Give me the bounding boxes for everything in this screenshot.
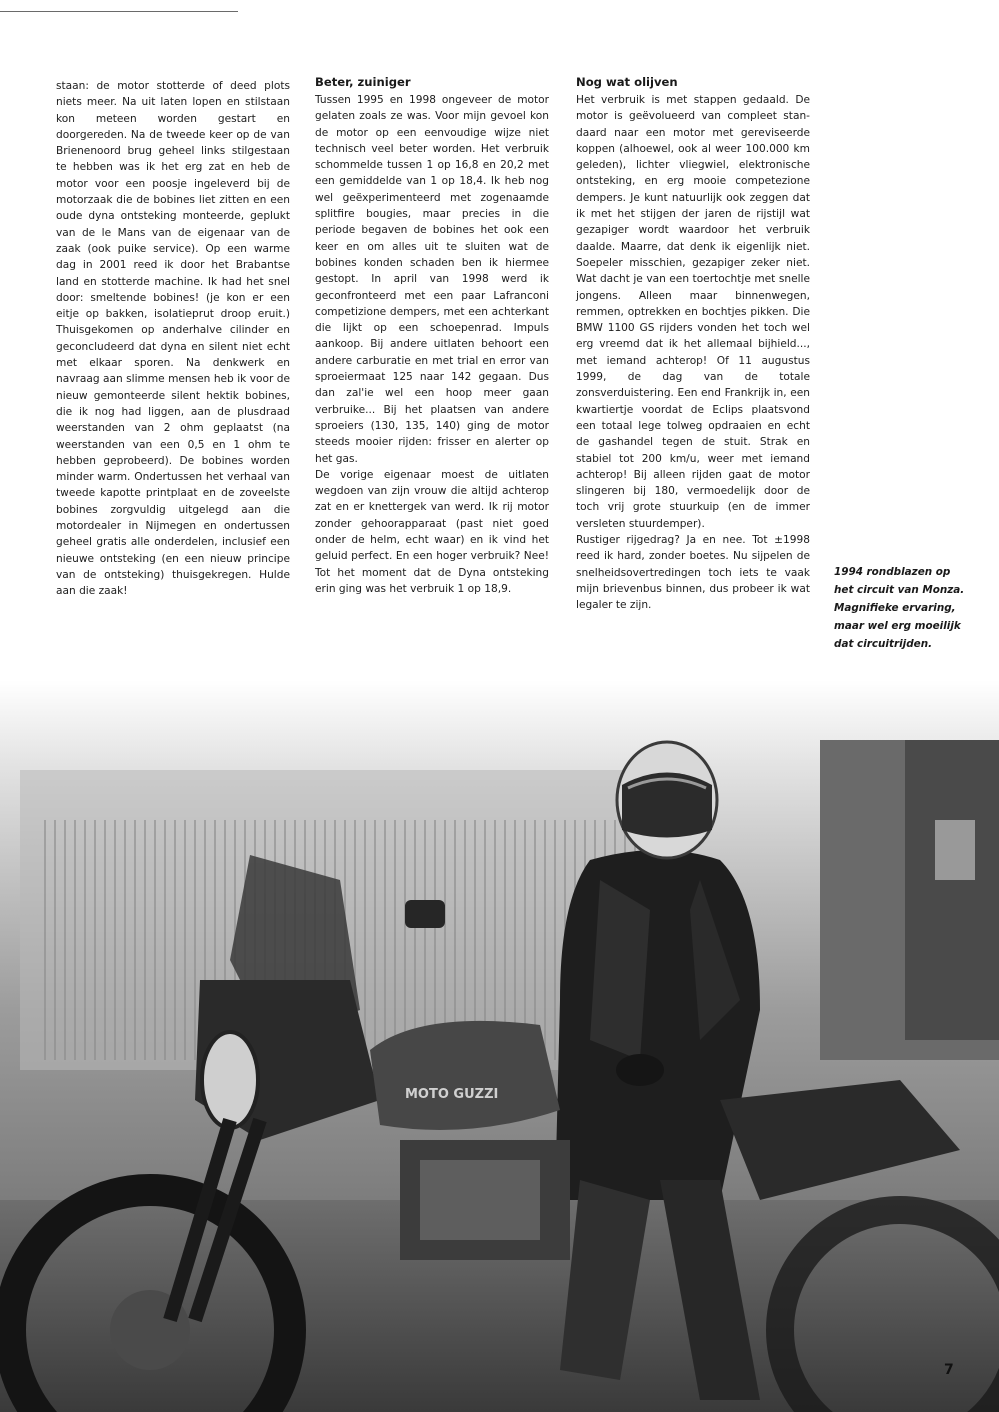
section-heading-beter-zuiniger: Beter, zuiniger [315,75,411,89]
article-column-3 [576,74,810,614]
column-2-paragraph-1: Tussen 1995 en 1998 ongeveer de motor gelaten zoals ze was. Voor mijn gevoel kon de motor op een eenvoudige wijze niet technisch veel beter worden. Het verbruik schommelde tussen 1 op 16,8 en 20,2 met een gemiddelde van 1 op 18,4. Ik heb nog wel geëxperimenteerd met zogenaamde splitfire bougies, maar precies in die periode begaven de bobines het ook een keer en om alles uit te sluiten wat de bobines konden schaden ben ik hiermee gestopt. In april van 1998 werd ik geconfronteerd met een paar Lafranconi competizione dempers, met een achterkant die lijkt op een schoepenrad. Impuls aankoop. Bij andere uitlaten behoort een andere carburatie en met trial en error van sproeiermaat 125 naar 142 gegaan. Dus dan zal'ie wel een hoop meer gaan verbruike... Bij het plaatsen van andere sproeiers (130, 135, 140) ging de motor steeds mooier rijden: frisser en alerter op het gas. [315,94,549,465]
motorcycle-rider-photo [0,680,999,1412]
column-1-text: staan: de motor stotterde of deed plots niets meer. Na uit laten lopen en stilstaan kon meteen worden gestart en doorgereden. Na de tweede keer op de van Brienenoord brug geheel links stilgestaan te hebben was ik het erg zat en heb de motor voor een poosje ingeleverd bij de motorzaak die de bobines liet zitten en een oude dyna ontsteking monteerde, geplukt van de le Mans van de eigenaar van de zaak (ook puike service). Op een warme dag in 2001 reed ik door het Brabantse land en stotterde machine. Ik had het snel door: smeltende bobines! (je kon er een eitje op bakken, isolatieprut droop eruit.) Thuisgekomen op anderhalve cilinder en geconcludeerd dat dyna en silent niet echt met elkaar sporen. Na denkwerk en navraag aan slimme mensen heb ik voor de nieuw gemonteerde silent hektik bobines, die ik nog had liggen, aan de plusdraad weerstanden van 2 ohm geplaatst (na weerstanden van een 0,5 en 1 ohm te hebben geprobeerd). De bobines worden minder warm. Ondertussen het verhaal van tweede kapotte printplaat en de zoveelste bobines zorgvuldig uitgelegd aan die motordealer in Nijmegen en ondertussen geheel gratis alle onderdelen, inclusief een nieuwe ontsteking (en een nieuw principe van de ontsteking) thuisgekregen. Hulde aan die zaak! [56,80,290,598]
column-3-paragraph-1: Het verbruik is met stappen gedaald. De motor is geëvolueerd van compleet standaard naar een motor met gereviseerde koppen (alhoewel, ook al weer 100.000 km geleden), lichter vliegwiel, elektronische ontsteking, en erg mooie competezione dempers. Je kunt natuurlijk ook zeggen dat ik met het stijgen der jaren de rijstijl wat gezapiger wordt waardoor het verbruik daalde. Maarre, dat denk ik eigenlijk niet. Soepeler misschien, gezapiger zeker niet. Wat dacht je van een toertochtje met snelle jongens. Alleen maar binnenwegen, remmen, optrekken en bochtjes pikken. Die BMW 1100 GS rijders vonden het toch wel erg vreemd dat ik het allemaal bijhield..., met iemand achterop! Of 11 augustus 1999, de dag van de totale zonsverduistering. Een end Frankrijk in, een kwartiertje voordat de Eclips plaatsvond een totaal lege tolweg opdraaien en echt de gashandel tegen de stuit. Strak en stabiel tot 200 km/u, weer met iemand achterop! Bij alleen rijden gaat de motor slingeren bij 180, vermoedelijk door de toch vrij grote stuurkuip (en de immer versleten stuurdemper). [576,94,810,530]
tank-logo: MOTO GUZZI [405,1087,499,1102]
top-rule [0,11,238,12]
photo-caption: 1994 rondblazen op het circuit van Monza. Magnifieke ervaring, maar wel erg moeilijk dat circuitrijden. [834,566,965,650]
article-column-2 [315,74,549,597]
page-number: 7 [944,1362,954,1378]
section-heading-nog-wat-olijven: Nog wat olijven [576,75,678,89]
article-column-1 [56,78,290,600]
column-2-paragraph-2: De vorige eigenaar moest de uitlaten wegdoen van zijn vrouw die altijd achterop zat en er knettergek van werd. Ik rij motor zonder gehoorapparaat (past niet goed onder de helm, echt waar) en ik vind het geluid perfect. En een hoger verbruik? Nee! Tot het moment dat de Dyna ontsteking erin ging was het verbruik 1 op 18,9. [315,468,549,595]
column-3-paragraph-2: Rustiger rijgedrag? Ja en nee. Tot ±1998 reed ik hard, zonder boetes. Nu sijpelen de snelheidsovertredingen toch iets te vaak mijn brievenbus binnen, dus probeer ik wat legaler te zijn. [576,534,810,612]
